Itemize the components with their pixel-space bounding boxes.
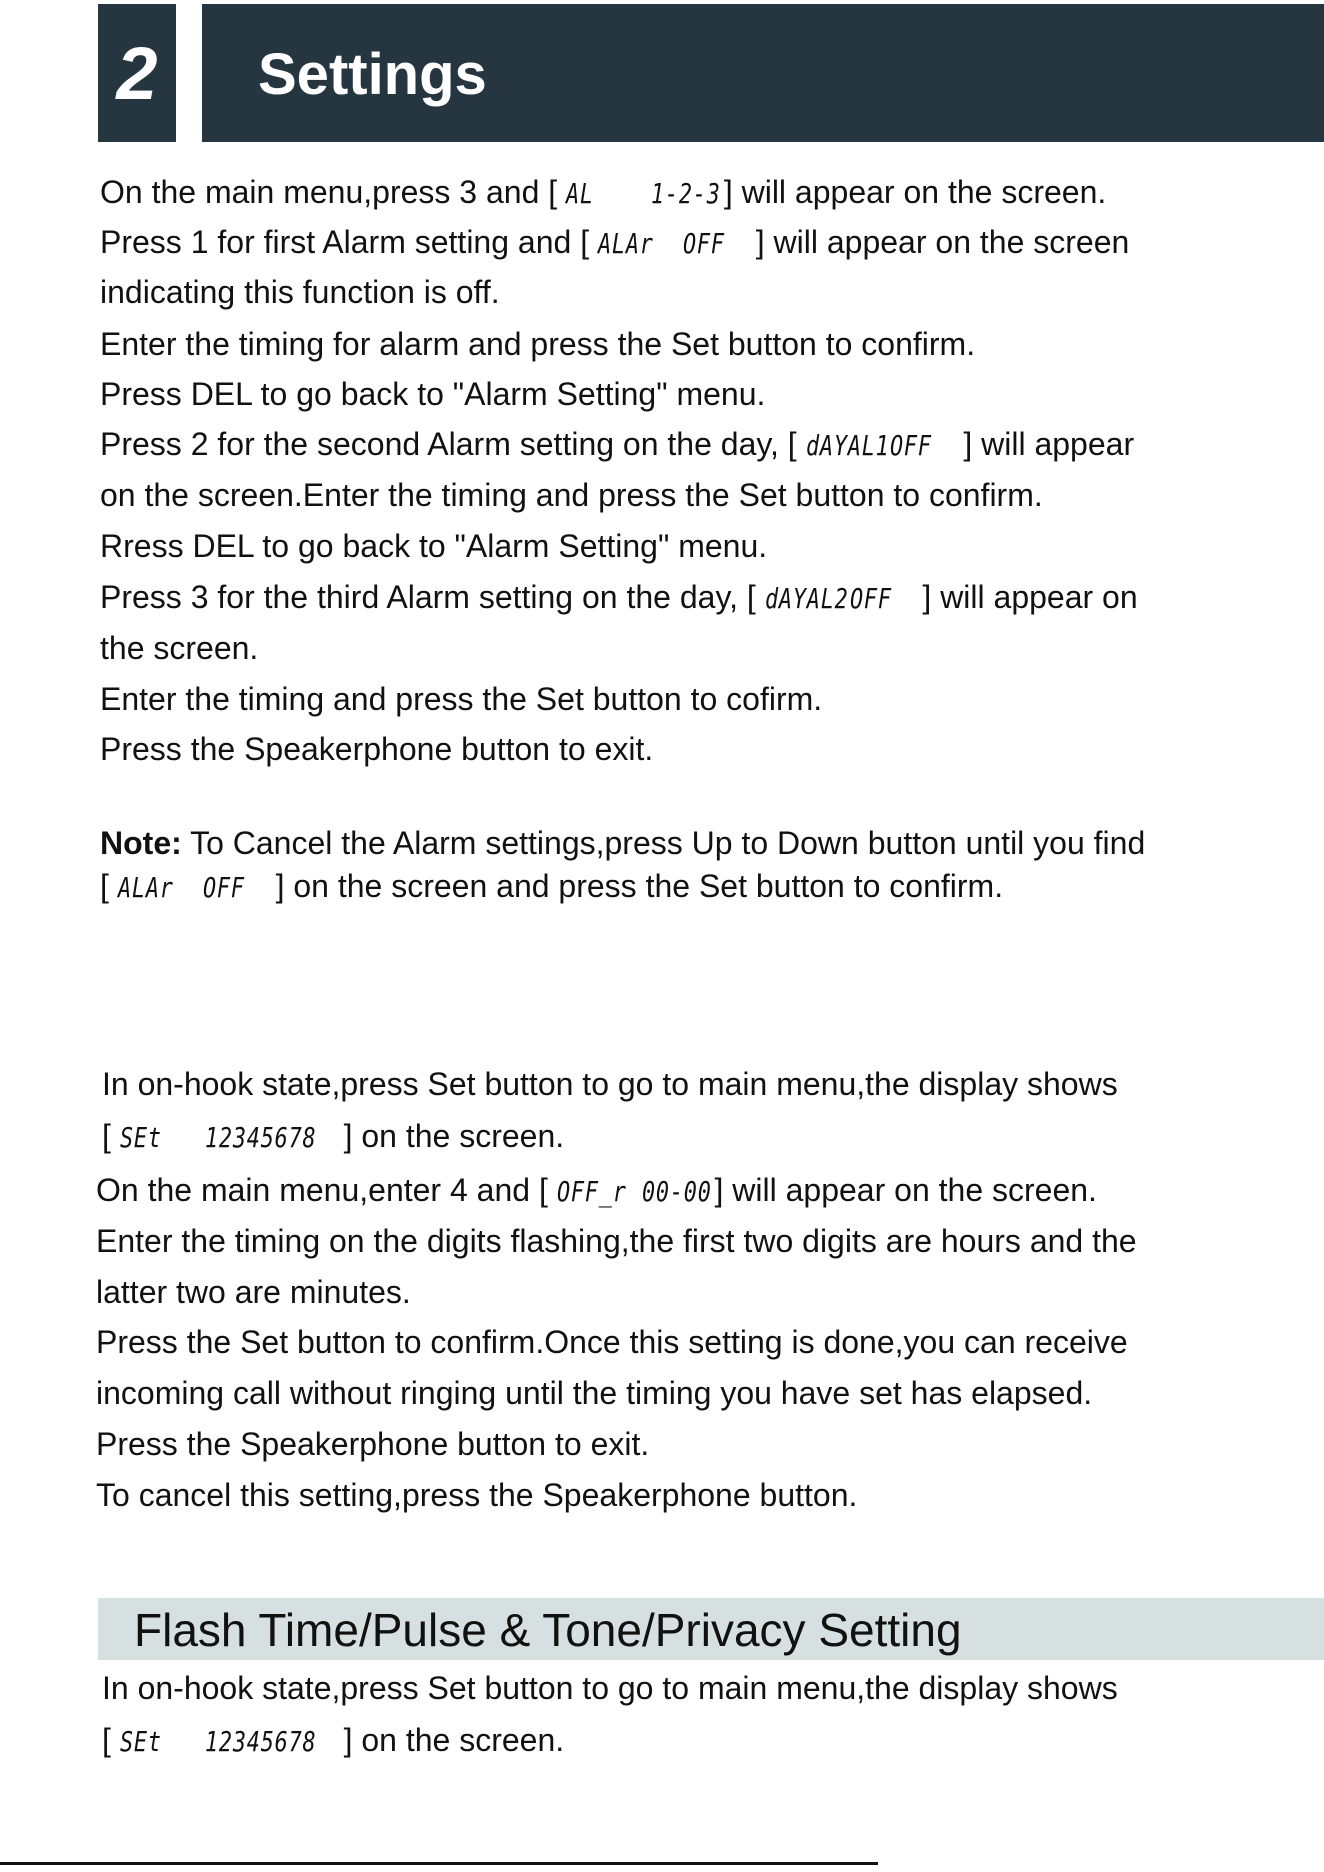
page-title: Settings — [258, 42, 487, 107]
flash-line-1: In on-hook state,press Set button to go to main menu,the display shows — [102, 1670, 1118, 1706]
lcd-display-text: SEt — [119, 1725, 162, 1758]
lcd-display-text: 00-00 — [641, 1175, 712, 1208]
alarm-line-12: Press the Speakerphone button to exit. — [100, 731, 654, 767]
alarm-line-4: Enter the timing for alarm and press the Set button to confirm. — [100, 326, 976, 362]
note-line-1 — [100, 823, 1145, 863]
bottom-divider — [0, 1862, 878, 1865]
note-line-2 — [100, 866, 1003, 908]
lcd-display-text: OFF_r — [556, 1175, 627, 1208]
lcd-display-text: 12345678 — [204, 1725, 317, 1758]
alarm-line-8: Rress DEL to go back to "Alarm Setting" menu. — [100, 528, 768, 564]
ring-line-6: Press the Set button to confirm.Once this setting is done,you can receive — [96, 1324, 1128, 1360]
alarm-line-2 — [100, 222, 1129, 264]
flash-line-2-text: [ — [102, 1722, 111, 1758]
alarm-line-5: Press DEL to go back to "Alarm Setting" menu. — [100, 376, 766, 412]
note-text: To Cancel the Alarm settings,press Up to Down button until you find — [190, 825, 1146, 861]
lcd-display-text: 12345678 — [204, 1121, 317, 1154]
lcd-display-text: AL — [566, 177, 594, 210]
alarm-line-3: indicating this function is off. — [100, 274, 500, 310]
lcd-display-text: OFF — [890, 429, 933, 462]
alarm-line-11: Enter the timing and press the Set button to cofirm. — [100, 681, 823, 717]
note-text: [ — [100, 868, 109, 904]
ring-line-2-text: ] on the screen. — [343, 1118, 565, 1154]
alarm-line-6-text: ] will appear — [963, 426, 1135, 462]
alarm-line-1-text: On the main menu,press 3 and [ — [100, 174, 558, 210]
lcd-display-text: dAYAL1 — [805, 429, 890, 462]
lcd-display-text: OFF — [849, 582, 892, 615]
alarm-line-9 — [100, 577, 1138, 619]
alarm-line-9-text: ] will appear on — [922, 579, 1138, 615]
ring-line-7: incoming call without ringing until the timing you have set has elapsed. — [96, 1375, 1093, 1411]
alarm-line-10: the screen. — [100, 630, 259, 666]
ring-line-5: latter two are minutes. — [96, 1274, 411, 1310]
flash-line-2 — [102, 1720, 564, 1762]
ring-line-3-text: ] will appear on the screen. — [714, 1172, 1097, 1208]
ring-line-3 — [96, 1170, 1097, 1212]
ring-line-8: Press the Speakerphone button to exit. — [96, 1426, 650, 1462]
lcd-display-text: OFF — [202, 871, 245, 904]
alarm-line-1-text: ] will appear on the screen. — [723, 174, 1107, 210]
chapter-number: 2 — [98, 4, 176, 142]
alarm-line-1 — [100, 172, 1106, 214]
lcd-display-text: dAYAL2 — [764, 582, 849, 615]
alarm-line-6-text: Press 2 for the second Alarm setting on the day, [ — [100, 426, 797, 462]
ring-line-2 — [102, 1116, 564, 1158]
ring-line-9: To cancel this setting,press the Speakerphone button. — [96, 1477, 858, 1513]
ring-line-1: In on-hook state,press Set button to go to main menu,the display shows — [102, 1066, 1118, 1102]
lcd-display-text: SEt — [119, 1121, 162, 1154]
lcd-display-text: 1-2-3 — [650, 177, 721, 210]
alarm-line-2-text: Press 1 for first Alarm setting and [ — [100, 224, 590, 260]
ring-line-4: Enter the timing on the digits flashing,the first two digits are hours and the — [96, 1223, 1137, 1259]
alarm-line-9-text: Press 3 for the third Alarm setting on the day, [ — [100, 579, 756, 615]
alarm-line-7: on the screen.Enter the timing and press the Set button to confirm. — [100, 477, 1043, 513]
section-title: Flash Time/Pulse & Tone/Privacy Setting — [134, 1604, 962, 1656]
ring-line-2-text: [ — [102, 1118, 111, 1154]
ring-line-3-text: On the main menu,enter 4 and [ — [96, 1172, 548, 1208]
note-text: ] on the screen and press the Set button to confirm. — [275, 868, 1004, 904]
lcd-display-text: ALAr — [117, 871, 174, 904]
alarm-line-2-text: ] will appear on the screen — [755, 224, 1130, 260]
flash-line-2-text: ] on the screen. — [343, 1722, 565, 1758]
lcd-display-text: ALAr — [597, 227, 654, 260]
alarm-line-6 — [100, 424, 1134, 466]
note-label: Note: — [100, 825, 182, 861]
lcd-display-text: OFF — [682, 227, 725, 260]
